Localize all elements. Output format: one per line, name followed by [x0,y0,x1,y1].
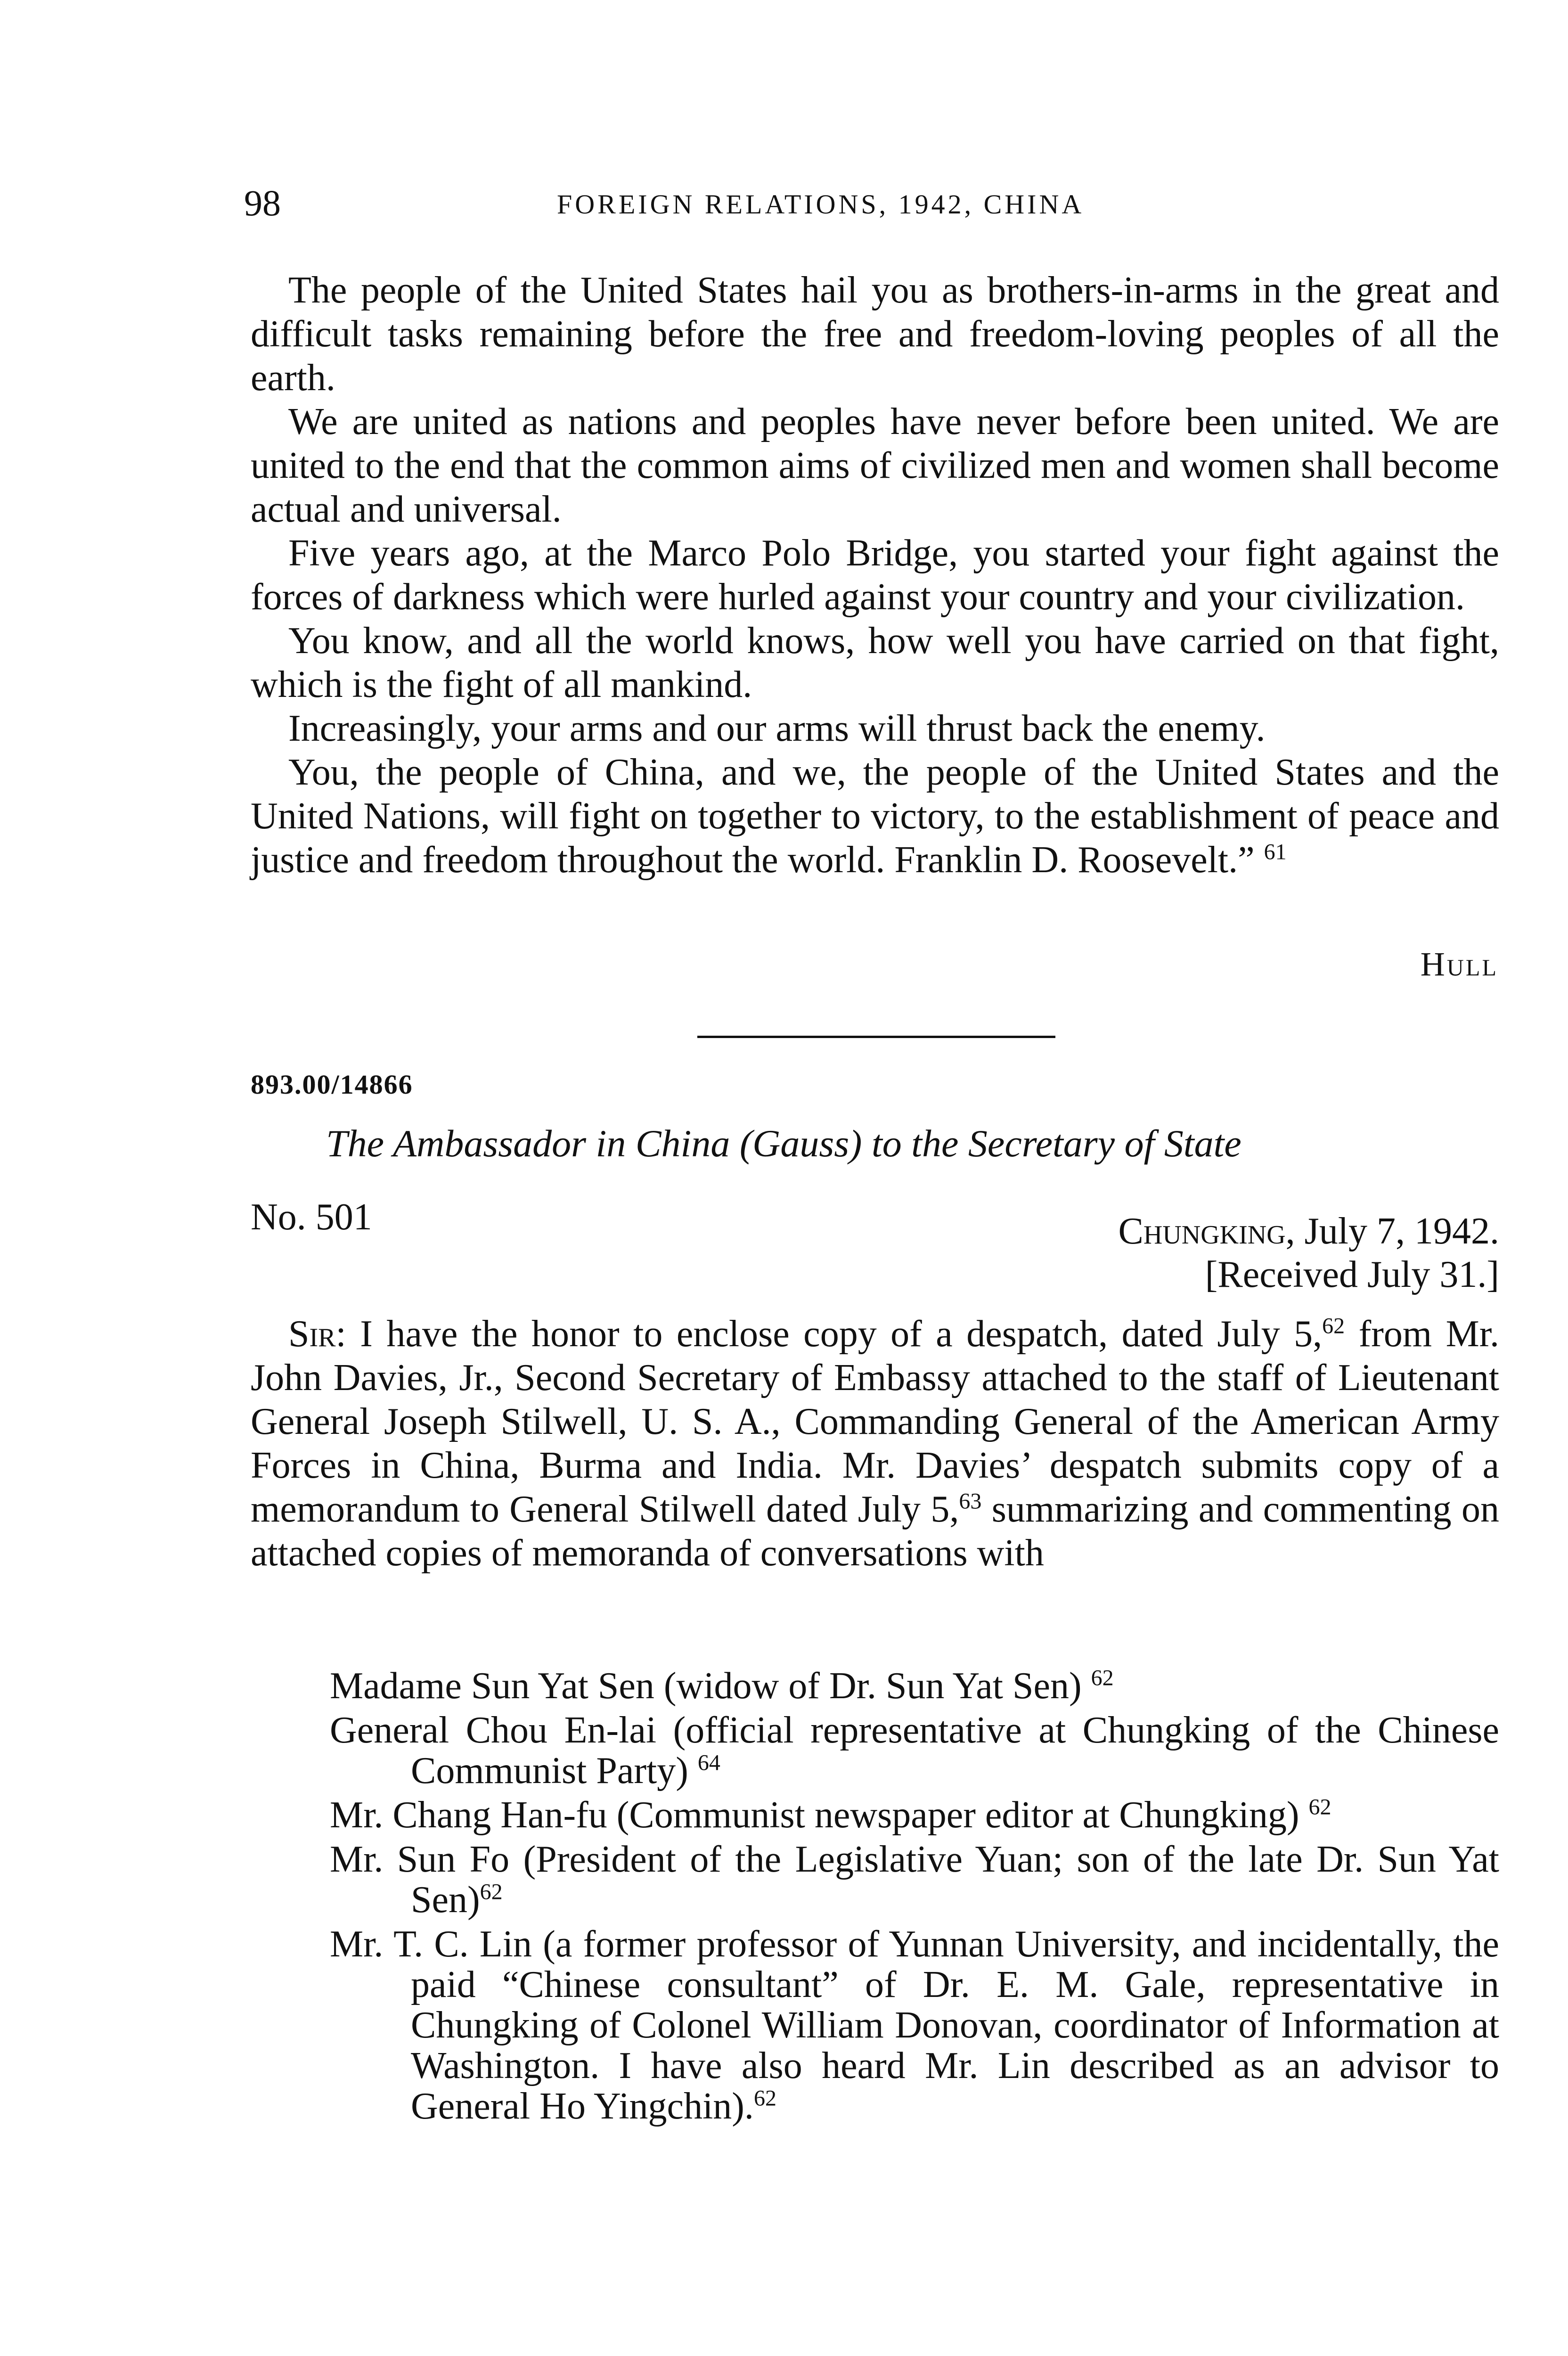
salutation: Sir [288,1313,336,1355]
body-text: summarizing and commenting on attached copies of memoranda of conversations with [251,1489,1500,1574]
list-item-text: Madame Sun Yat Sen (widow of Dr. Sun Yat Sen) [330,1665,1082,1707]
list-item [330,1795,1499,1835]
page-number: 98 [244,182,281,223]
signature: Hull [1420,945,1498,983]
list-item-text: General Chou En-lai (official representative at Chungking of the Chinese Communist Party) [330,1710,1499,1792]
place: Chungking [1118,1211,1286,1252]
footnote-reference: 64 [697,1750,720,1775]
message-paragraph [251,751,1499,882]
despatch-body [251,1312,1499,1575]
conversation-list [330,1666,1499,2130]
footnote-reference: 63 [959,1489,982,1514]
list-item [330,1839,1499,1920]
list-item [330,1710,1499,1791]
body-text: : I have the honor to enclose copy of a despatch, dated July 5, [335,1313,1323,1355]
list-item [330,1666,1499,1706]
date: , July 7, 1942. [1285,1211,1499,1252]
footnote-reference: 62 [1322,1313,1345,1339]
message-paragraph: The people of the United States hail you as brothers-in-arms in the great and difficult tasks remaining before the free and freedom-loving peoples of all the earth. [251,270,1499,399]
message-paragraph: Increasingly, your arms and our arms will thrust back the enemy. [288,708,1266,749]
place-and-date [1119,1210,1499,1253]
body-paragraph [251,1312,1499,1575]
list-item-text: Mr. T. C. Lin (a former professor of Yunnan University, and incidentally, the paid “Chinese consultant” of Dr. E. M. Gale, representative in Chungking of Colonel William Donovan, coordinator of Information at Washington. I have also heard Mr. Lin described as an advisor to General Ho Yingchin). [330,1923,1499,2127]
footnote-reference: 61 [1264,839,1287,865]
list-item [330,1924,1499,2127]
message-paragraph: Five years ago, at the Marco Polo Bridge, you started your fight against the forces of darkness which were hurled against your country and your civilization. [251,532,1499,618]
received-date: [Received July 31.] [1205,1254,1499,1295]
document-heading: The Ambassador in China (Gauss) to the Secretary of State [326,1122,1241,1165]
roosevelt-message [251,269,1499,882]
message-paragraph: You know, and all the world knows, how well you have carried on that fight, which is the fight of all mankind. [251,620,1499,705]
document-number: No. 501 [251,1196,372,1238]
file-number: 893.00/14866 [251,1069,413,1100]
message-paragraph: We are united as nations and peoples have never before been united. We are united to the end that the common aims of civilized men and women shall become actual and universal. [251,401,1499,530]
section-divider [697,1036,1055,1038]
list-item-text: Mr. Chang Han-fu (Communist newspaper editor at Chungking) [330,1794,1299,1836]
footnote-reference: 62 [1308,1794,1331,1820]
list-item-text: Mr. Sun Fo (President of the Legislative Yuan; son of the late Dr. Sun Yat Sen) [330,1839,1499,1921]
footnote-reference: 62 [480,1879,503,1905]
running-head: FOREIGN RELATIONS, 1942, CHINA [557,189,1085,220]
footnote-reference: 62 [753,2086,776,2111]
body-text: from Mr. John Davies, Jr., Second Secretary of Embassy attached to the staff of Lieutenant General Joseph Stilwell, U. S. A., Commanding General of the American Army Forces in China, Burma and India. Mr. Davies’ despatch submits copy of a memorandum to General Stilwell dated July 5, [251,1313,1499,1530]
footnote-reference: 62 [1091,1665,1114,1691]
message-paragraph-text: You, the people of China, and we, the people of the United States and the United Nations, will fight on together to victory, to the establishment of peace and justice and freedom throughout the world. Franklin D. Roosevelt.” [251,752,1499,881]
